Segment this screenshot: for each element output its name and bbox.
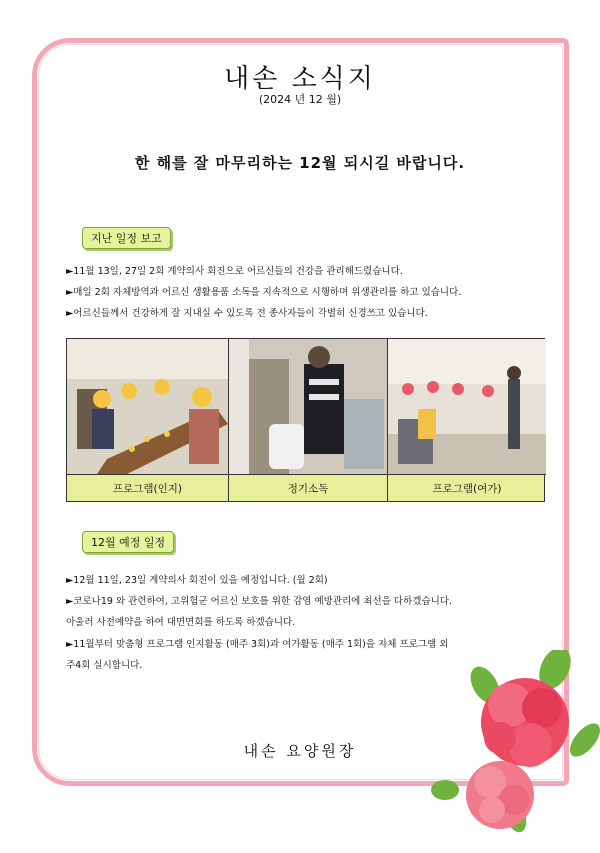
photo-cognitive-program bbox=[67, 339, 228, 475]
photo-table bbox=[66, 338, 545, 502]
newsletter-title: 내손 소식지 bbox=[224, 64, 376, 94]
photo-caption-3: 프로그램(여가) bbox=[432, 482, 502, 495]
newsletter-date: (2024 년 12 월) bbox=[258, 93, 342, 106]
photo-cell-leisure bbox=[388, 339, 546, 501]
section-tag-past-report: 지난 일정 보고 bbox=[82, 227, 171, 249]
signature: 내손 요양원장 bbox=[243, 742, 357, 760]
upcoming-line-4: ►11월부터 맞춤형 프로그램 인지활동 (매주 3회)과 여가활동 (매주 1회)을 자체 프로그램 외 bbox=[66, 639, 449, 650]
carnation-decoration bbox=[430, 650, 600, 849]
photo-cell-disinfection bbox=[229, 339, 388, 501]
photo-caption-2: 정기소독 bbox=[287, 482, 329, 495]
upcoming-line-1: ►12월 11일, 23일 계약의사 회진이 있을 예정입니다. (월 2회) bbox=[66, 575, 328, 586]
past-report-line-2: ►매일 2회 자체방역과 어르신 생활용품 소독을 지속적으로 시행하며 위생관리를 하고 있습니다. bbox=[66, 287, 462, 298]
past-report-line-1: ►11월 13일, 27일 2회 계약의사 회진으로 어르신들의 건강을 관리해드렸습니다. bbox=[66, 266, 403, 277]
section-tag-upcoming: 12월 예정 일정 bbox=[82, 531, 174, 553]
past-report-line-3: ►어르신들께서 건강하게 잘 지내실 수 있도록 전 종사자들이 각별히 신경쓰고 있습니다. bbox=[66, 308, 428, 319]
upcoming-line-5: 주4회 실시합니다. bbox=[66, 660, 143, 671]
photo-caption-1: 프로그램(인지) bbox=[112, 482, 183, 495]
upcoming-line-3: 아울러 사전예약을 하여 대면면회를 하도록 하겠습니다. bbox=[66, 617, 296, 628]
newsletter-headline: 한 해를 잘 마무리하는 12월 되시길 바랍니다. bbox=[134, 154, 466, 172]
photo-disinfection bbox=[229, 339, 387, 475]
photo-cell-cognitive bbox=[67, 339, 229, 501]
photo-leisure-program bbox=[388, 339, 546, 475]
upcoming-line-2: ►코로나19 와 관련하여, 고위험군 어르신 보호를 위한 감염 예방관리에 최선을 다하겠습니다. bbox=[66, 596, 453, 607]
